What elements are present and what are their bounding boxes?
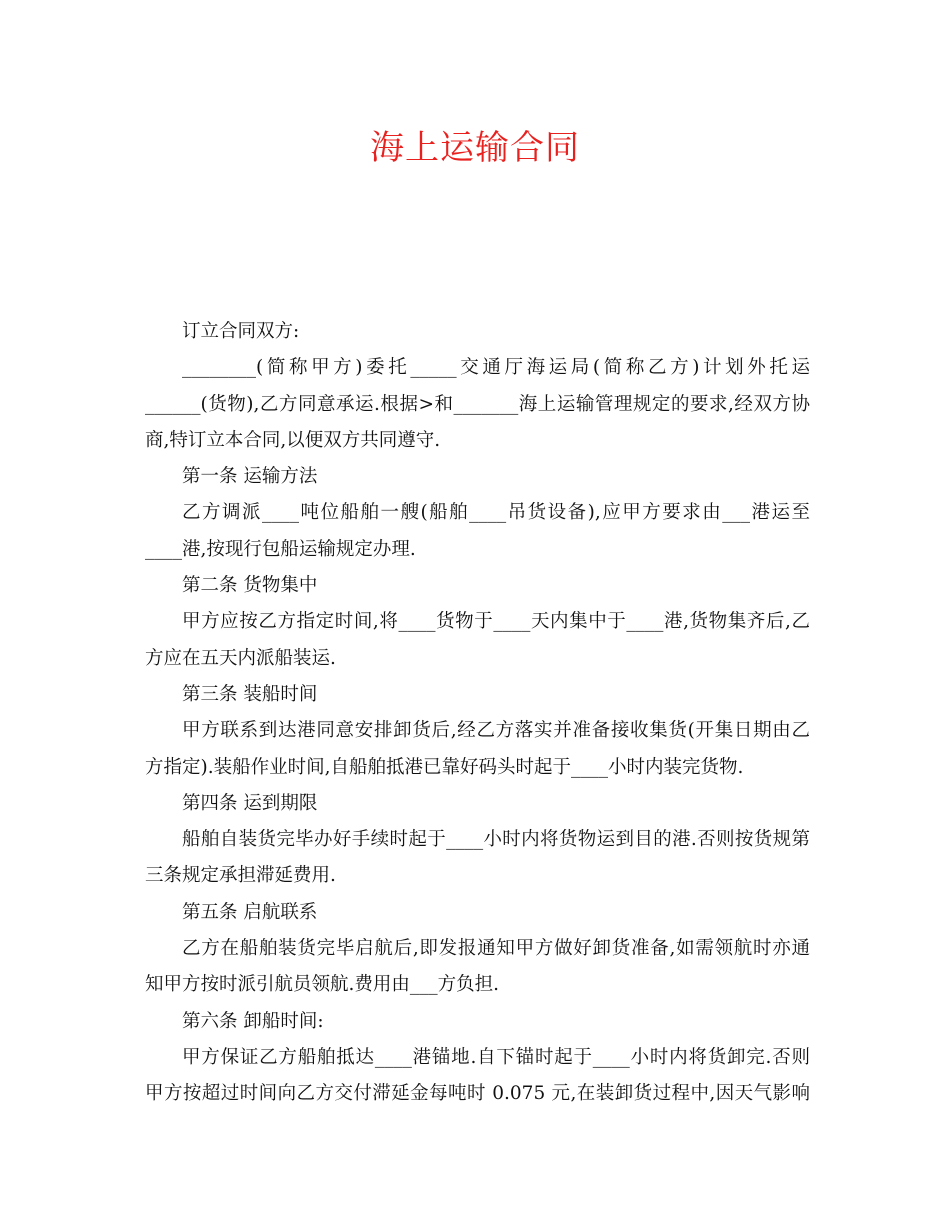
body-line: 乙方调派____吨位船舶一艘(船舶____吊货设备),应甲方要求由___港运至 — [182, 502, 810, 524]
body-line: 甲方联系到达港同意安排卸货后,经乙方落实并准备接收集货(开集日期由乙 — [182, 720, 810, 742]
article-heading: 第三条 装船时间 — [182, 683, 318, 705]
body-line: 甲方按超过时间向乙方交付滞延金每吨时 0.075 元,在装卸货过程中,因天气影响 — [145, 1083, 810, 1105]
body-line: 方应在五天内派船装运. — [145, 647, 336, 669]
article-heading: 第一条 运输方法 — [182, 466, 318, 488]
article-heading: 第二条 货物集中 — [182, 575, 318, 597]
parties-heading: 订立合同双方: — [182, 321, 300, 342]
body-line: ____港,按现行包船运输规定办理. — [145, 538, 416, 560]
body-line: 船舶自装货完毕办好手续时起于____小时内将货物运到目的港.否则按货规第 — [182, 829, 810, 851]
article-heading: 第六条 卸船时间: — [182, 1010, 324, 1032]
body-line: ______(货物),乙方同意承运.根据>和_______海上运输管理规定的要求,经双方协 — [145, 393, 810, 415]
body-line: 方指定).装船作业时间,自船舶抵港已靠好码头时起于____小时内装完货物. — [145, 756, 744, 778]
document-body — [145, 314, 810, 1113]
body-line: ________(简称甲方)委托_____交通厅海运局(简称乙方)计划外托运 — [182, 357, 810, 379]
article-heading: 第四条 运到期限 — [182, 792, 318, 814]
document-title: 海上运输合同 — [370, 128, 580, 168]
body-line: 甲方应按乙方指定时间,将____货物于____天内集中于____港,货物集齐后,乙 — [182, 611, 810, 633]
body-line: 乙方在船舶装货完毕启航后,即发报通知甲方做好卸货准备,如需领航时亦通 — [182, 938, 810, 960]
body-line: 商,特订立本合同,以便双方共同遵守. — [145, 429, 441, 451]
body-line: 甲方保证乙方船舶抵达____港锚地.自下锚时起于____小时内将货卸完.否则 — [182, 1046, 810, 1068]
article-heading: 第五条 启航联系 — [182, 901, 318, 923]
body-line: 三条规定承担滞延费用. — [145, 865, 336, 887]
body-line: 知甲方按时派引航员领航.费用由___方负担. — [145, 974, 500, 996]
